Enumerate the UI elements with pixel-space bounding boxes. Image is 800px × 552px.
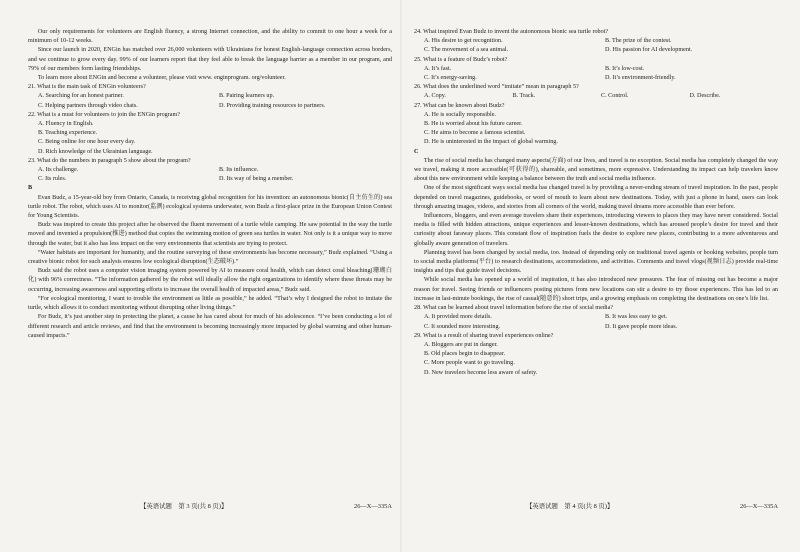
question-25: 25. What is a feature of Budz’s robot? (414, 56, 508, 63)
page-3 (28, 28, 392, 524)
option-b: B. Track. (512, 93, 536, 100)
option-c: C. The movement of a sea animal. (424, 47, 509, 54)
option-c: C. Being online for one hour every day. (38, 139, 136, 146)
paragraph: Since our launch in 2020, ENGin has matched over 26,000 volunteers with Ukrainians for honest English-language connection across borders, and we continue to grow every day. 99% of our learners report that they feel able to break the language barrier as a member in our program, and 79% of our members form lasting friendships. (28, 47, 392, 72)
question-21-options (28, 92, 392, 110)
paragraph: Evan Budz, a 15-year-old boy from Ontario, Canada, is receiving global recognition for his invention: an autonomous bionic(自主仿生的) sea turtle robot. The robot, which uses AI to monitor(监测) ecological systems underwater, won Budz a first-place prize in the European Union Contest for Young Scientists. (28, 194, 392, 220)
option-c: C. It sounded more interesting. (424, 323, 501, 330)
paragraph: While social media has opened up a world of inspiration, it has also introduced new pressures. The fear of missing out has become a major reason for travel. Seeing friends or influencers posting pictures from new locations can stir a desire to try those experiences. This has led to an increase in last-minute bookings, the rise of casual(随意的) short trips, and a growing emphasis on completing the destinations on one’s life list. (414, 277, 778, 302)
option-a: A. He is socially responsible. (424, 111, 496, 118)
paragraph: Budz said the robot uses a computer vision imaging system powered by AI to measure coral health, which can detect coral bleaching(珊瑚白化) with 96% correctness. “The information gathered by the robot will ideally allow the right organizations to identify where these threats may be occurring, increasing awareness and supporting efforts to increase the overall health of impacted areas,” Budz said. (28, 268, 392, 293)
option-b: B. It was less easy to get. (605, 314, 668, 321)
question-23-options (28, 166, 392, 184)
section-c-heading: C (414, 148, 419, 155)
question-28: 28. What can be learned about travel information before the rise of social media? (414, 305, 614, 312)
question-27-options (414, 111, 778, 148)
exam-code: 26—X—335A (740, 503, 778, 510)
question-29: 29. What is a result of sharing travel experiences online? (414, 332, 554, 339)
question-27: 27. What can be known about Budz? (414, 102, 505, 109)
option-a: A. It’s fast. (424, 65, 452, 72)
option-d: D. Providing training resources to partners. (219, 102, 326, 109)
question-22: 22. What is a must for volunteers to join the ENGin program? (28, 111, 181, 118)
paragraph: Planning travel has been changed by social media, too. Instead of depending only on traditional travel agents or booking websites, people turn to social media platforms(平台) to research destinations, accommodations, and activities. Comments and travel vlogs(视频日志) provide real-time insights and tips that guide travel decisions. (414, 249, 778, 275)
option-a: A. His desire to get recognition. (424, 38, 503, 45)
option-b: B. It’s low-cost. (605, 65, 645, 72)
option-d: D. His passion for AI development. (605, 47, 693, 54)
option-b: B. The prize of the contest. (605, 38, 672, 45)
option-a: A. Bloggers are put in danger. (424, 341, 498, 348)
question-26: 26. What does the underlined word “imitate” mean in paragraph 5? (414, 84, 579, 91)
option-b: B. Teaching experience. (38, 130, 98, 137)
paragraph: To learn more about ENGin and become a volunteer, please visit www. enginprogram. org/volunteer. (37, 75, 286, 82)
exam-code: 26—X—335A (354, 503, 392, 510)
option-c: C. It’s energy-saving. (424, 75, 477, 82)
option-a: A. Fluency in English. (38, 121, 94, 128)
option-d: D. It’s environment-friendly. (605, 75, 676, 82)
paragraph: Budz was inspired to create this project after he observed the fluent movement of a turtle while camping. He saw potential in the way the turtle moved and invented a propulsion(推进) method that copies the swimming motion of green sea turtles in water. Not only is it a unique way to move through the water, but it also has less impact on the very environments that scientists are trying to protect. (28, 222, 392, 247)
option-d: D. New travelers become less aware of safety. (424, 369, 538, 376)
question-26-options (414, 92, 778, 101)
option-c: C. He aims to become a famous scientist. (424, 130, 526, 137)
option-d: D. He is uninterested in the impact of global warming. (424, 139, 558, 146)
page-number: 【英语试题 第 3 页(共 8 页)】 (140, 503, 228, 510)
option-d: D. It gave people more ideas. (605, 323, 678, 330)
question-28-options (414, 313, 778, 331)
option-c: C. Its rules. (38, 176, 67, 183)
option-c: C. Control. (601, 93, 629, 100)
option-d: D. Describe. (689, 93, 721, 100)
question-21: 21. What is the main task of ENGin volunteers? (28, 84, 146, 91)
paragraph: The rise of social media has changed many aspects(方面) of our lives, and travel is no exception. Social media has completely changed the way we travel, making it more accessible(可获得的), shareable, and sometimes, more expressive. Understanding its impact can help travelers know about this new environment while keeping a balance between the truth and social media influence. (414, 157, 778, 183)
paragraph: For Budz, it’s just another step in protecting the planet, a cause he has cared about for much of his adolescence. “I’ve been conducting a lot of different research and article reviews, and find that the environment is becoming increasingly more impacted by global warming and other human-caused impacts.” (28, 314, 392, 339)
question-24: 24. What inspired Evan Budz to invent the autonomous bionic sea turtle robot? (414, 29, 609, 35)
option-a: A. It provided more details. (424, 314, 492, 321)
option-b: B. Old places begin to disappear. (424, 351, 506, 358)
question-22-options (28, 120, 392, 157)
paragraph: Influencers, bloggers, and even average travelers share their experiences, introducing viewers to places they may have never considered. Social media is filled with hidden attractions, unique experiences and lesser-known destinations, which has aroused people’s desire for travel and their curiosity about faraway places. This constant flow of inspiration fuels the desire to explore new places, contributing to a more adventurous and globally aware generation of travelers. (414, 213, 778, 247)
section-b-heading: B (28, 185, 33, 192)
page-number: 【英语试题 第 4 页(共 8 页)】 (526, 503, 614, 510)
option-c: C. More people want to go traveling. (424, 360, 515, 367)
option-a: A. Searching for an honest partner. (38, 93, 124, 100)
page-fold (400, 0, 402, 552)
paragraph: “Water habitats are important for humanity, and the routine surveying of these environments has become necessary,” Budz explained. “Using a creative bionic robot for such analysis ensures low ecological disruption(生态破坏).” (28, 249, 392, 266)
paragraph: Our only requirements for volunteers are English fluency, a strong Internet connection, and the ability to commit to one hour a week for a minimum of 10-12 weeks. (28, 29, 392, 45)
option-a: A. Its challenge. (38, 167, 79, 174)
option-b: B. He is worried about his future career. (424, 121, 523, 128)
question-29-options (414, 341, 778, 378)
option-a: A. Copy. (424, 93, 446, 100)
paragraph: “For ecological monitoring, I want to trouble the environment as little as possible,” he added. “That’s why I designed the robot to imitate the turtle, which allows it to conduct monitoring without disrupting other living things.” (28, 295, 392, 312)
question-24-options (414, 37, 778, 55)
option-b: B. Its influence. (219, 167, 259, 174)
page-4 (414, 28, 778, 524)
option-c: C. Helping partners through video chats. (38, 102, 138, 109)
question-25-options (414, 65, 778, 83)
option-d: D. Its way of being a member. (219, 176, 294, 183)
option-d: D. Rich knowledge of the Ukrainian language. (38, 148, 153, 155)
paragraph: One of the most significant ways social media has changed travel is by providing a never-ending stream of travel inspiration. In the past, people depended on travel magazines, guidebooks, or word of mouth to learn about new destinations. Today, with just a phone in hand, users can look through amazing images, videos, and stories from all corners of the world, making travel dreams more accessible than ever before. (414, 185, 778, 210)
question-23: 23. What do the numbers in paragraph 5 show about the program? (28, 157, 191, 164)
option-b: B. Pairing learners up. (219, 93, 275, 100)
